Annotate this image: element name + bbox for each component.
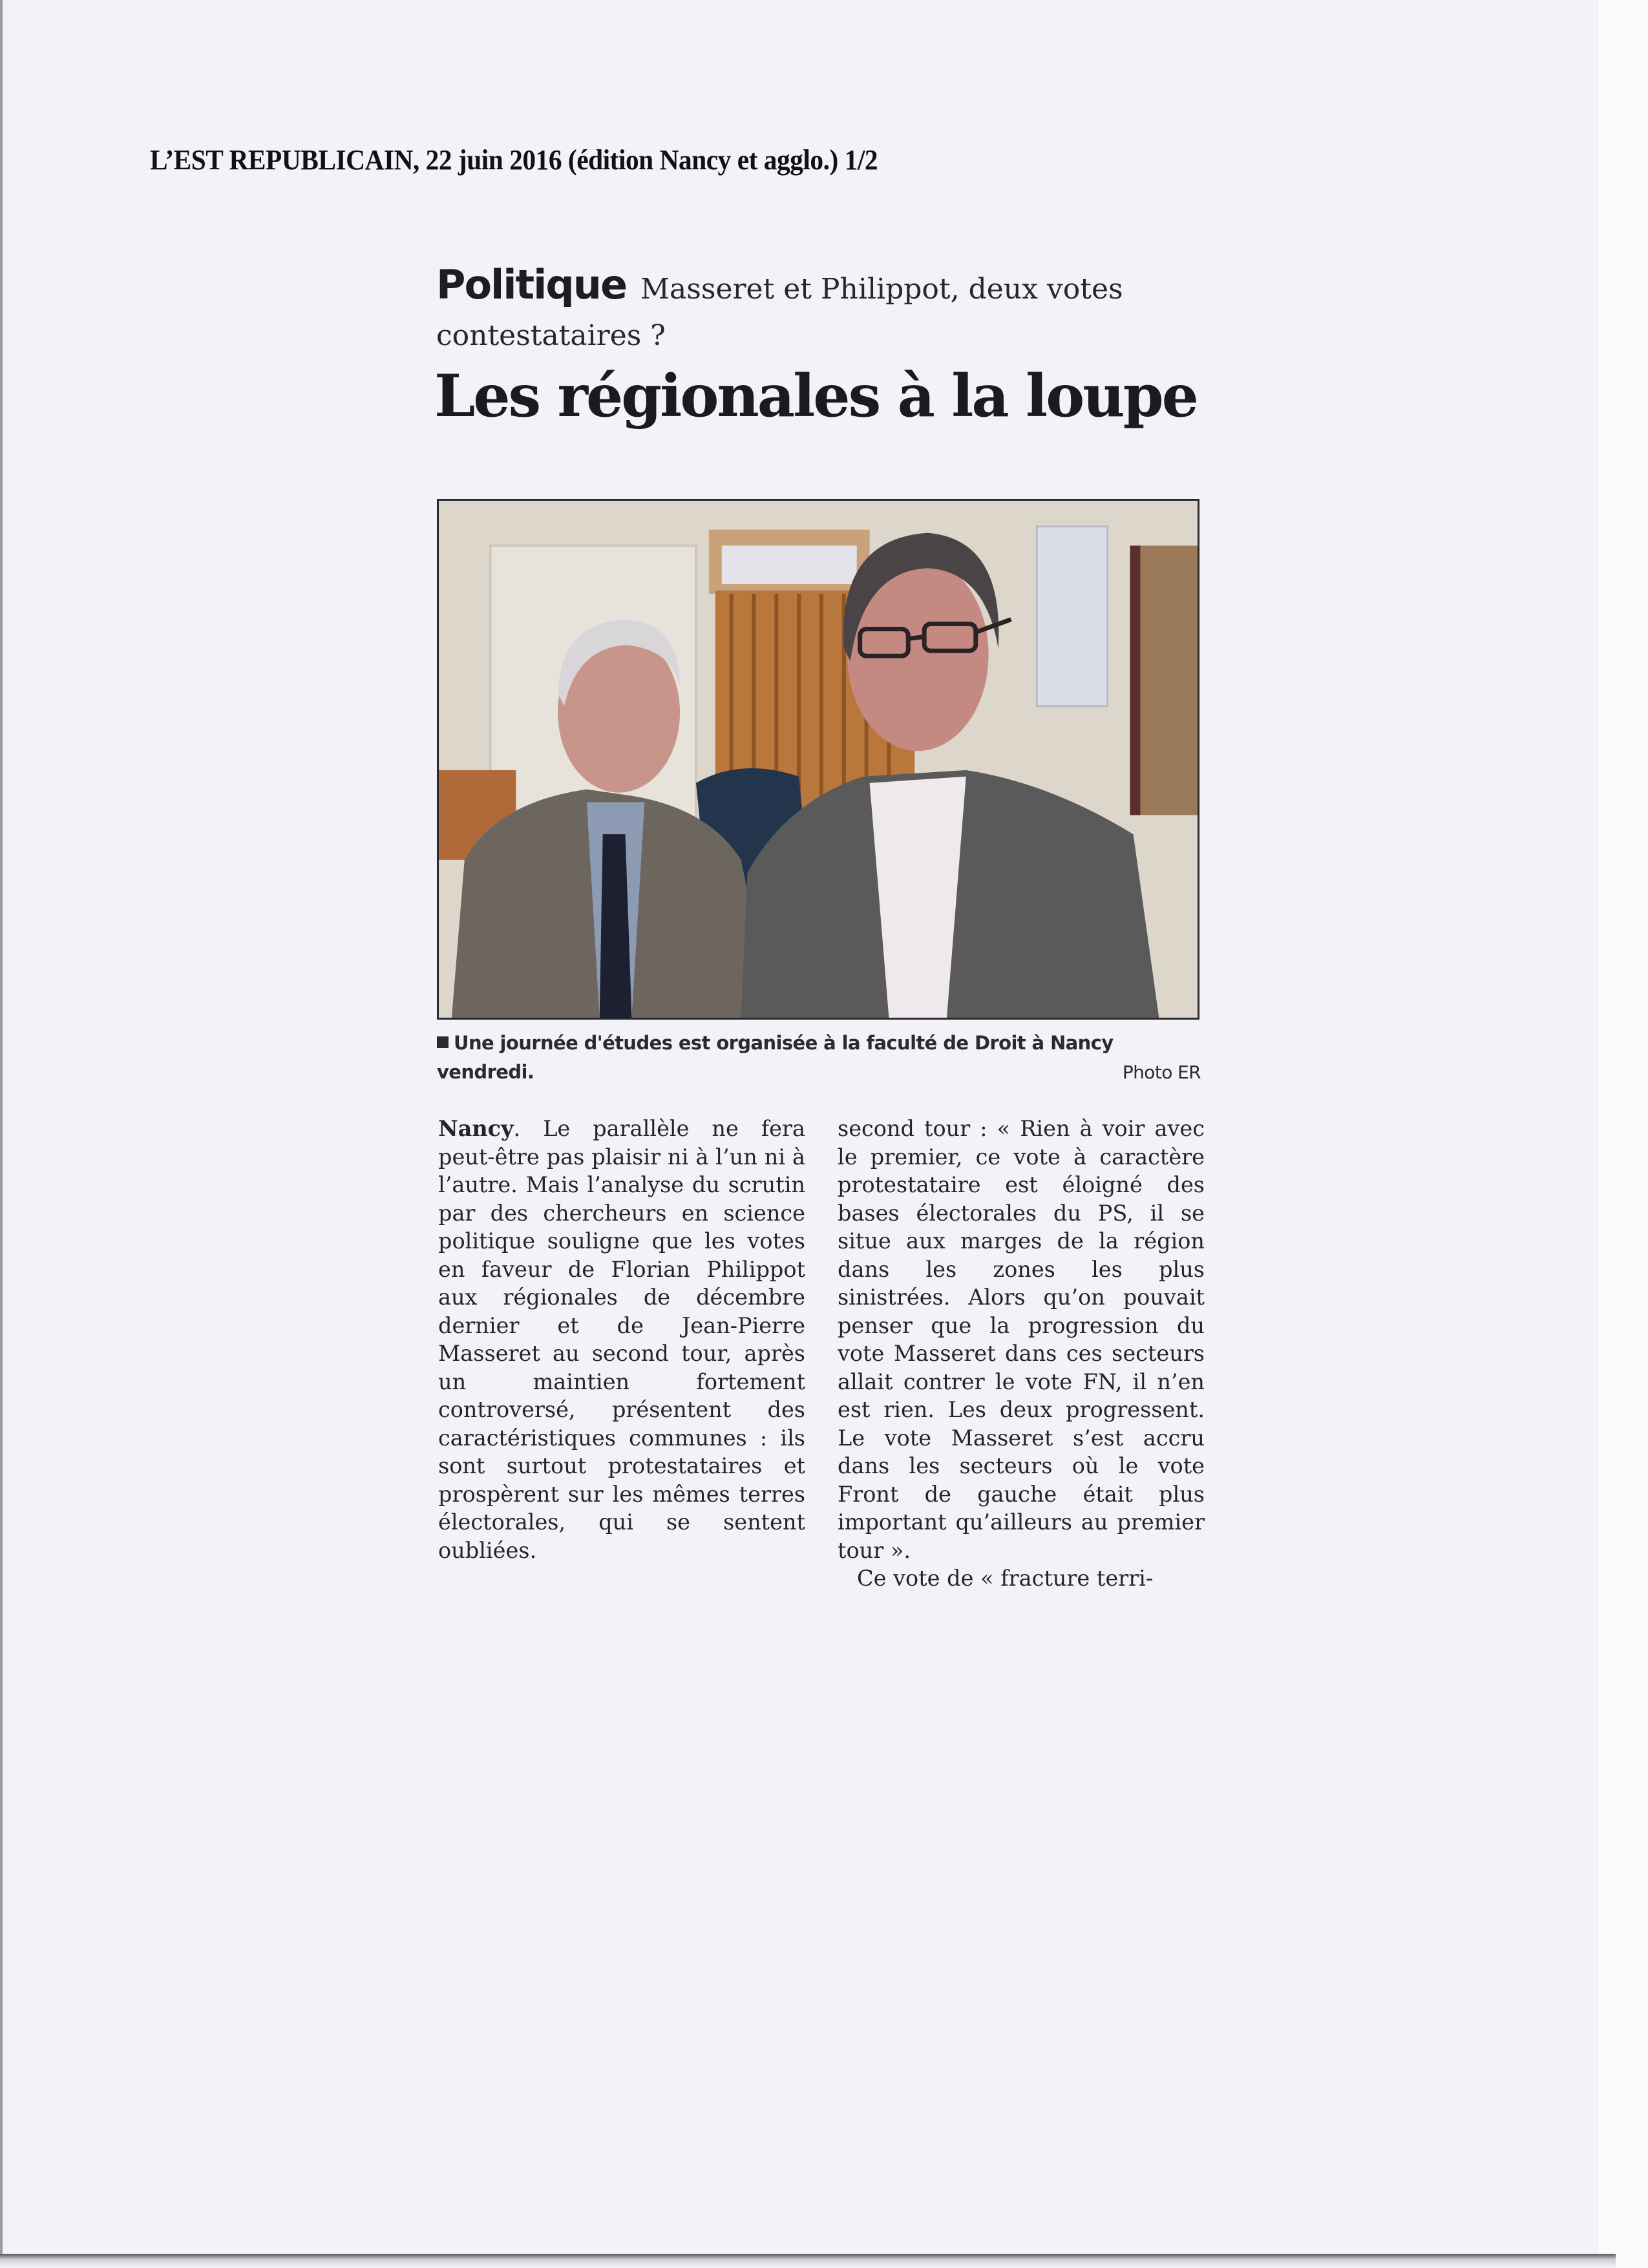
kicker-text: Masseret et Philippot, deux votes contestataires ?: [436, 273, 1123, 352]
paragraph: Nancy. Le parallèle ne fera peut-être pas plaisir ni à l’un ni à l’autre. Mais l’analyse du scrutin par des chercheurs en science politique souligne que les votes en faveur de Florian Philippot aux régionales de décembre dernier et de Jean-Pierre Masseret au second tour, après un maintien fortement controversé, présentent des caractéristiques communes : ils sont surtout protestataires et prospèrent sur les mêmes terres électorales, qui se sentent oubliées.: [438, 1116, 805, 1563]
rubric-label: Politique: [436, 261, 626, 308]
caption-text: Une journée d'études est organisée à la faculté de Droit à Nancy vendredi.: [437, 1032, 1114, 1083]
article-column-1: [438, 1115, 805, 1564]
article-column-2: [838, 1115, 1205, 1593]
photo-caption: [437, 1029, 1201, 1087]
paragraph: Ce vote de « fracture terri-: [857, 1566, 1154, 1591]
photo-notices: [722, 545, 857, 584]
scan-edge-left: [0, 0, 3, 2268]
scan-edge-bottom: [0, 2254, 1616, 2268]
photo-credit: Photo ER: [1122, 1062, 1201, 1083]
paragraph: second tour : « Rien à voir avec le premier, ce vote à caractère protestataire est éloigné des bases électorales du PS, il se situe aux marges de la région dans les zones les plus sinistrées. Alors qu’on pouvait penser que la progression du vote Masseret dans ces secteurs allait contrer le vote FN, il n’en est rien. Les deux progressent. Le vote Masseret s’est accru dans les secteurs où le vote Front de gauche était plus important qu’ailleurs au premier tour ».: [838, 1116, 1205, 1563]
caption-bullet-icon: [437, 1036, 449, 1048]
article-headline: Les régionales à la loupe: [434, 362, 1197, 430]
source-line: L’EST REPUBLICAIN, 22 juin 2016 (édition Nancy et agglo.) 1/2: [150, 144, 878, 176]
scan-margin-right: [1598, 0, 1648, 2268]
photo-illustration: [439, 501, 1198, 1018]
photo-poster: [1037, 527, 1107, 706]
paragraph-text: Le parallèle ne fera peut-être pas plaisir ni à l’un ni à l’autre. Mais l’analyse du scrutin par des chercheurs en science politique souligne que les votes en faveur de Florian Philippot aux régionales de décembre dernier et de Jean-Pierre Masseret au second tour, après un maintien fortement controversé, présentent des caractéristiques communes : ils sont surtout protestataires et prospèrent sur les mêmes terres électorales, qui se sentent oubliées.: [438, 1116, 805, 1563]
article-kicker: [436, 261, 1212, 362]
dateline: Nancy: [438, 1116, 514, 1141]
article-photo: [437, 499, 1199, 1020]
